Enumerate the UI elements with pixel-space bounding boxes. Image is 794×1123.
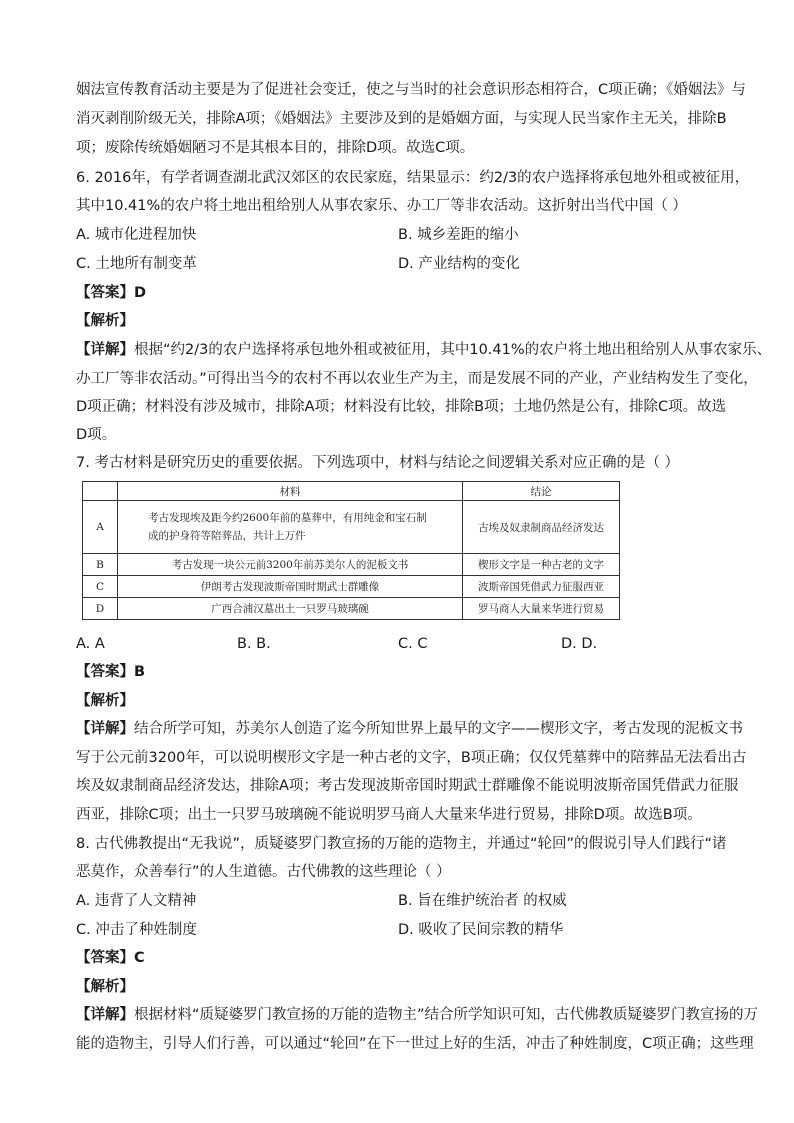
question-6-stem: 其中10.41%的农户将土地出租给别人从事农家乐、办工厂等非农活动。这折射出当代中国（ ） [76,198,687,214]
row-conclusion: 古埃及奴隶制商品经济发达 [463,501,620,554]
q7-option-c: C. C [398,636,428,652]
q8-option-a: A. 违背了人文精神 [76,893,197,909]
q7-option-d: D. D. [561,636,598,652]
row-material: 伊朗考古发现波斯帝国时期武士群雕像 [118,576,463,598]
question-6-stem: 6. 2016年，有学者调查湖北武汉郊区的农民家庭，结果显示：约2/3的农户选择将承包地外租或被征用， [76,170,750,186]
q8-option-d: D. 吸收了民间宗教的精华 [398,922,564,938]
q6-option-d: D. 产业结构的变化 [398,256,520,272]
row-conclusion: 罗马商人大量来华进行贸易 [463,598,620,620]
row-conclusion: 波斯帝国凭借武力征服西亚 [463,576,620,598]
question-8-stem: 8. 古代佛教提出“无我说”，质疑婆罗门教宣扬的万能的造物主，并通过“轮回”的假说引导人们践行“诸 [76,836,727,852]
text-line: 姻法宣传教育活动主要是为了促进社会变迁，使之与当时的社会意识形态相符合，C项正确；《婚姻法》与 [76,82,746,98]
q6-detail-line [76,340,771,360]
question-7-stem: 7. 考古材料是研究历史的重要依据。下列选项中，材料与结论之间逻辑关系对应正确的是（ ） [76,455,680,471]
q8-detail-line: 能的造物主，引导人们行善，可以通过“轮回”在下一世过上好的生活，冲击了种姓制度，C项正确；这些理 [76,1036,754,1052]
row-material: 广西合浦汉墓出土一只罗马玻璃碗 [118,598,463,620]
q6-option-c: C. 土地所有制变革 [76,256,197,272]
table-header [83,482,118,501]
table-row [83,501,620,554]
q6-detail-line: 办工厂等非农活动。”可得出当今的农村不再以农业生产为主，而是发展不同的产业，产业结构发生了变化， [76,371,758,387]
q7-detail-line [76,719,743,739]
row-key: D [83,598,118,620]
table-row [83,598,620,620]
q8-detail-line [76,1005,758,1025]
q8-option-b: B. 旨在维护统治者 的权威 [398,893,567,909]
table-row [83,576,620,598]
q8-option-c: C. 冲击了种姓制度 [76,922,197,938]
table-header: 结论 [463,482,620,501]
q6-answer: 【答案】D [76,285,147,301]
text-line: 项；废除传统婚姻陋习不是其根本目的，排除D项。故选C项。 [76,140,475,156]
material-line: 成的护身符等陪葬品，共计上万件 [148,530,306,542]
detail-label: 【详解】 [76,342,134,358]
detail-text: 结合所学可知，苏美尔人创造了迄今所知世界上最早的文字——楔形文字，考古发现的泥板文书 [134,721,743,737]
q7-option-a: A. A [76,636,105,652]
q7-detail-line: 西亚，排除C项；出土一只罗马玻璃碗不能说明罗马商人大量来华进行贸易，排除D项。故选B项。 [76,807,702,823]
table-header-row [83,482,620,501]
row-conclusion: 楔形文字是一种古老的文字 [463,554,620,576]
row-material: 考古发现一块公元前3200年前苏美尔人的泥板文书 [118,554,463,576]
detail-text: 根据材料“质疑婆罗门教宣扬的万能的造物主”结合所学知识可知，古代佛教质疑婆罗门教宣扬的万 [134,1007,759,1023]
material-line: 考古发现埃及距今约2600年前的墓葬中，有用纯金和宝石制 [148,512,427,524]
table-row [83,554,620,576]
q7-analysis-label: 【解析】 [76,693,134,709]
q6-detail-line: D项正确；材料没有涉及城市，排除A项；材料没有比较，排除B项；土地仍然是公有，排除C项。故选 [76,399,727,415]
text-line: 消灭剥削阶级无关，排除A项；《婚姻法》主要涉及到的是婚姻方面，与实现人民当家作主无关，排除B [76,111,727,127]
row-key: B [83,554,118,576]
q7-option-b: B. B. [237,636,271,652]
detail-label: 【详解】 [76,1007,134,1023]
q8-analysis-label: 【解析】 [76,979,134,995]
question-8-stem: 恶莫作，众善奉行”的人生道德。古代佛教的这些理论（ ） [76,864,451,880]
q8-answer: 【答案】C [76,950,145,966]
q7-detail-line: 埃及奴隶制商品经济发达，排除A项；考古发现波斯帝国时期武士群雕像不能说明波斯帝国凭借武力征服 [76,778,739,794]
q6-option-a: A. 城市化进程加快 [76,227,197,243]
q6-option-b: B. 城乡差距的缩小 [398,227,519,243]
detail-label: 【详解】 [76,721,134,737]
q7-answer: 【答案】B [76,664,146,680]
q6-detail-line: D项。 [76,427,117,443]
table-header: 材料 [118,482,463,501]
q7-detail-line: 写于公元前3200年，可以说明楔形文字是一种古老的文字，B项正确；仅仅凭墓葬中的陪葬品无法看出古 [76,750,747,766]
detail-text: 根据“约2/3的农户选择将承包地外租或被征用，其中10.41%的农户将土地出租给别人从事农家乐、 [134,342,772,358]
q7-table [82,481,620,620]
row-material [118,501,463,554]
q6-analysis-label: 【解析】 [76,313,134,329]
row-key: C [83,576,118,598]
row-key: A [83,501,118,554]
